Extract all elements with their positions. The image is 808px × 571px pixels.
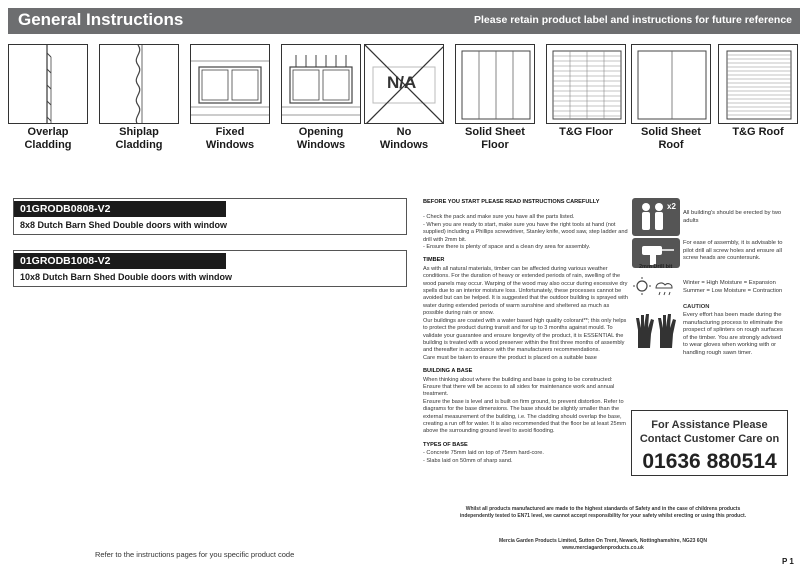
product-description: 8x8 Dutch Barn Shed Double doors with window xyxy=(20,220,228,230)
company-website: www.merciagardenproducts.co.uk xyxy=(562,545,644,551)
overlap-cladding-icon xyxy=(9,45,88,124)
product-box-8x8 xyxy=(13,198,407,235)
two-people-icon xyxy=(632,198,680,236)
tile-label-shiplap-cladding: Shiplap Cladding xyxy=(115,126,163,151)
fixed-window-icon xyxy=(191,45,270,124)
summer-text: Summer = Low Moisture = Contraction xyxy=(683,288,783,294)
gloves-icon xyxy=(632,310,680,350)
people-count: x2 xyxy=(667,202,676,211)
company-info xyxy=(423,538,783,552)
intro-line: - Ensure there is plenty of space and a clean dry area for assembly. xyxy=(423,244,591,251)
product-code: 01GRODB1008-V2 xyxy=(14,253,226,269)
base-paragraph: When thinking about where the building and base is going to be constructed: Ensure that there will be access to all sides for maintenance work and annual treatment. xyxy=(423,376,615,398)
customer-care-phone: 01636 880514 xyxy=(642,450,777,473)
header-note: Please retain product label and instructions for future reference xyxy=(474,14,792,26)
tg-floor-tile xyxy=(546,44,626,124)
timber-paragraph: As with all natural materials, timber can be affected during various weather conditions. For the duration of heavy or extended periods of rain, swelling of the wood panels may occur. Warping of the wood may also occur during excessive dry spells due to an interior moisture loss. Unfortunately, these processes cannot be avoided but can be helped. It is suggested that the outdoor building is sprayed with water during extended periods of warm sunshine and sheltered as much as possible during rain or snow. xyxy=(423,265,628,317)
weather-icon xyxy=(632,274,680,298)
base-paragraph: Ensure the base is level and is built on firm ground, to prevent distortion. Refer to diagrams for the base dimensions. The base should be slightly smaller than the external measurement of the building, i.e. The cladding should overlap the base, creating a run off for water. It is also recommended that the floor be at least 25mm above the surrounding ground level to avoid flooding. xyxy=(423,398,626,435)
product-description: 10x8 Dutch Barn Shed Double doors with window xyxy=(20,272,233,282)
adults-text: All building's should be erected by two adults xyxy=(683,210,782,224)
opening-windows-tile xyxy=(281,44,361,124)
disclaimer: Whilst all products manufactured are made to the highest standards of Safety and in the case of childrens products independently tested to EN71 level, we cannot accept responsibility for your safety whilst erecting or using this product. xyxy=(459,506,747,519)
page-title: General Instructions xyxy=(18,10,184,29)
tile-label-overlap-cladding: Overlap Cladding xyxy=(24,126,72,151)
page-number: P 1 xyxy=(782,557,794,566)
product-code: 01GRODB0808-V2 xyxy=(14,201,226,217)
company-address: Mercia Garden Products Limited, Sutton On Trent, Newark, Nottinghamshire, NG23 6QN xyxy=(498,538,708,544)
solid-sheet-floor-icon xyxy=(456,45,535,124)
intro-line: - Check the pack and make sure you have all the parts listed. xyxy=(423,214,575,221)
tile-label-fixed-windows: Fixed Windows xyxy=(205,126,255,151)
not-applicable-overlay: N/A xyxy=(387,73,417,92)
product-box-10x8 xyxy=(13,250,407,287)
solid-sheet-roof-tile xyxy=(631,44,711,124)
drill-bit-label: 2mm Drill bit xyxy=(639,264,673,270)
no-windows-tile xyxy=(364,44,444,124)
tg-roof-icon xyxy=(719,45,798,124)
timber-heading: TIMBER xyxy=(423,257,445,264)
intro-line: - When you are ready to start, make sure you have the right tools at hand (not supplied) including a Phillips screwdriver, Stanley knife, wood saw, step ladder and drill with 2mm bit. xyxy=(423,221,628,243)
types-heading: TYPES OF BASE xyxy=(423,441,468,448)
header-bar xyxy=(8,8,800,34)
types-line: - Slabs laid on 50mm of sharp sand. xyxy=(423,457,513,464)
tg-roof-tile xyxy=(718,44,798,124)
instructions-column xyxy=(423,199,628,465)
winter-text: Winter = High Moisture = Expansion xyxy=(683,280,776,286)
timber-paragraph: Care must be taken to ensure the product is placed on a suitable base xyxy=(423,354,597,361)
overlap-cladding-tile xyxy=(8,44,88,124)
shiplap-cladding-icon xyxy=(100,45,179,124)
instructions-heading: BEFORE YOU START PLEASE READ INSTRUCTIONS CAREFULLY xyxy=(423,199,600,205)
assist-line-1: For Assistance Please xyxy=(651,419,768,431)
assist-line-2: Contact Customer Care on xyxy=(639,433,780,445)
caution-text: Every effort has been made during the manufacturing process to eliminate the prospect of splinters on rough surfaces of the timber. You are strongly advised to wear gloves when working with or handling rough sawn timer. xyxy=(683,312,783,356)
opening-window-icon xyxy=(282,45,361,124)
safety-panel xyxy=(631,198,788,360)
tile-label-opening-windows: Opening Windows xyxy=(296,126,346,151)
assistance-box xyxy=(631,410,788,476)
solid-sheet-roof-icon xyxy=(632,45,711,124)
tile-label-no-windows: No Windows xyxy=(379,126,429,151)
tile-label-solid-sheet-floor: Solid Sheet Floor xyxy=(465,126,525,151)
solid-sheet-floor-tile xyxy=(455,44,535,124)
caution-heading: CAUTION xyxy=(683,304,710,310)
refer-note: Refer to the instructions pages for you specific product code xyxy=(95,550,295,559)
tg-floor-icon xyxy=(547,45,626,124)
tile-label-solid-sheet-roof: Solid Sheet Roof xyxy=(641,126,701,151)
tile-label-tg-floor: T&G Floor xyxy=(559,126,613,138)
shiplap-cladding-tile xyxy=(99,44,179,124)
base-heading: BUILDING A BASE xyxy=(423,368,473,375)
types-line: - Concrete 75mm laid on top of 75mm hard-core. xyxy=(423,450,544,457)
tile-label-tg-roof: T&G Roof xyxy=(732,126,784,138)
fixed-windows-tile xyxy=(190,44,270,124)
drill-text: For ease of assembly, it is advisable to pilot drill all screw holes and ensure all screw heads are countersunk. xyxy=(683,240,783,262)
timber-paragraph: Our buildings are coated with a water based high quality colorant**; this only helps to protect the product during transit and for up to 3 months against mould. To validate your guarantee and ensure longevity of the product, it is ESSENTIAL the building is treated with a wood preserver within the first three months of assembly and thereafter in accordance with the manufacturers recommendations. xyxy=(423,317,627,354)
